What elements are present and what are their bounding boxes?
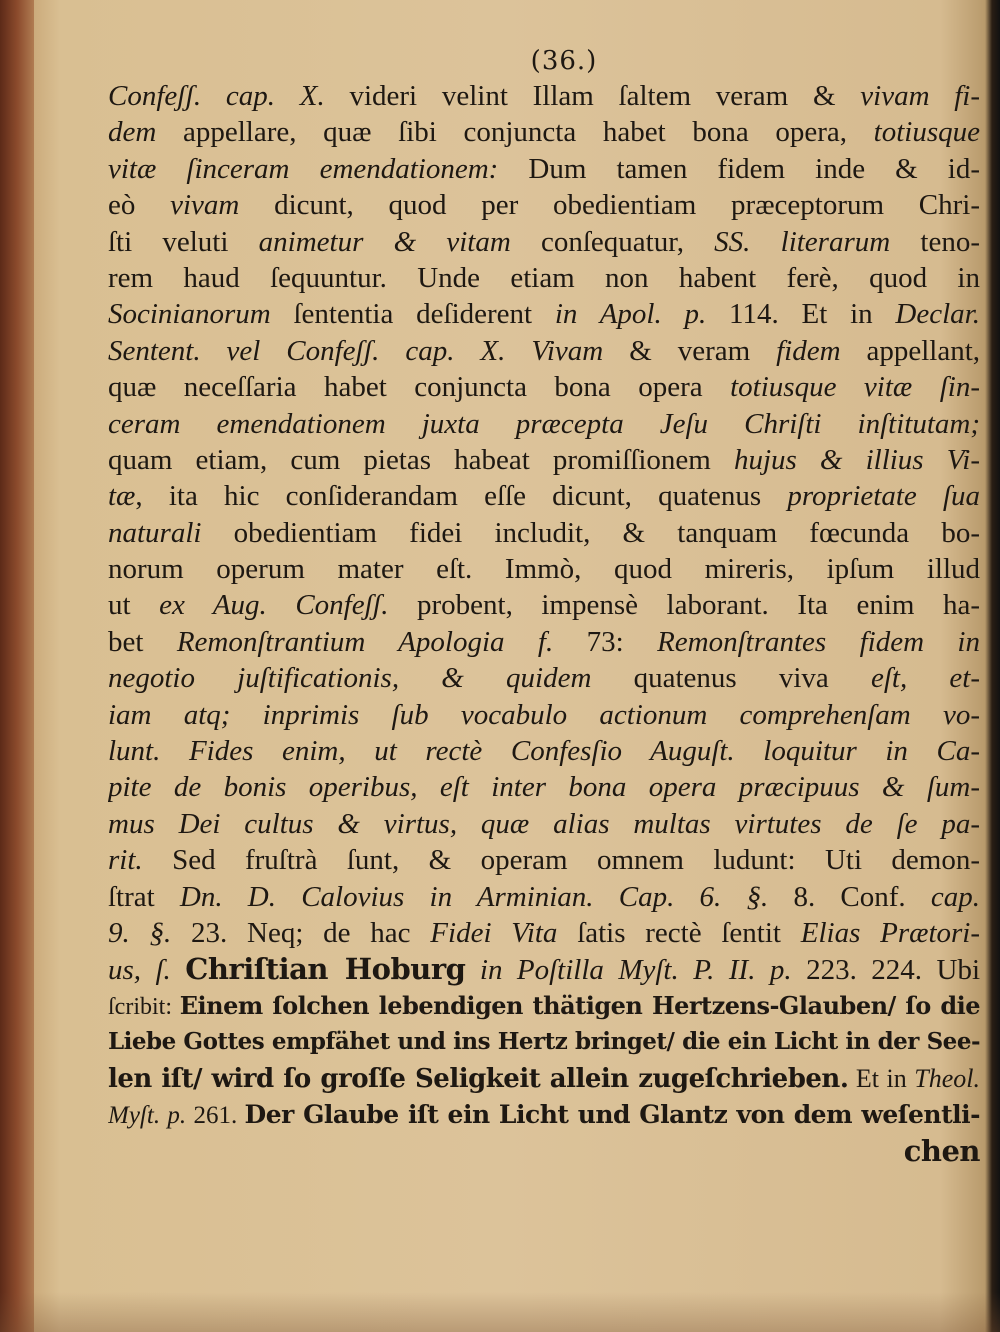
italic-text: totiusque (873, 116, 980, 149)
roman-text: dicunt, quod per obedientiam præceptorum Chri- (239, 189, 980, 222)
roman-text: quam etiam, cum pietas habeat promiſſionem (108, 443, 734, 476)
roman-text: appellant, (840, 334, 980, 367)
text-line (108, 769, 980, 805)
italic-text: Declar. (895, 298, 980, 331)
roman-text: ſatis rectè ſentit (557, 916, 801, 949)
fraktur-text: len iſt/ wird ſo groſſe Seligkeit allein zugeſchrieben. (108, 1063, 849, 1094)
text-line (108, 733, 980, 769)
text-line (108, 515, 980, 551)
text-line (108, 587, 980, 623)
roman-text: videri velint Illam ſaltem veram & (324, 80, 861, 112)
roman-text: ſententia deſiderent (270, 298, 555, 331)
roman-text: 23. Neq; de hac (171, 916, 431, 949)
roman-text (465, 954, 479, 986)
roman-text: 73: (553, 625, 658, 658)
roman-text: 223. 224. Ubi (791, 954, 980, 987)
text-line (108, 879, 980, 915)
book-gutter (0, 0, 34, 1332)
italic-text: fidem (776, 334, 841, 367)
roman-text: eò (108, 189, 171, 222)
roman-text: & veram (603, 334, 777, 367)
italic-text: in Poſtilla Myſt. P. II. p. (479, 954, 792, 987)
italic-text: pite de bonis operibus, eſt inter bona opera præcipuus & ſum- (108, 771, 980, 804)
italic-text: mus Dei cultus & virtus, quæ alias multas virtutes de ſe pa- (108, 807, 980, 840)
text-line (108, 260, 980, 296)
text-line (108, 224, 980, 260)
roman-text: 261. (186, 1101, 245, 1129)
italic-text: lunt. Fides enim, ut rectè Confesſio Auguſt. loquitur in Ca- (108, 735, 980, 768)
text-line (108, 151, 980, 187)
italic-text: totiusque vitæ ſin- (730, 371, 980, 404)
italic-text: Fidei Vita (430, 916, 558, 949)
roman-text: ſtrat (108, 880, 180, 913)
text-line (108, 478, 980, 514)
roman-text: ut (108, 589, 160, 622)
roman-text: obedientiam fidei includit, & tanquam fœcunda bo- (201, 516, 980, 549)
italic-text: Myſt. p. (108, 1101, 187, 1129)
italic-text: Dn. D. Calovius in Arminian. Cap. 6. §. (179, 880, 769, 913)
text-line (108, 333, 980, 369)
text-line (108, 988, 980, 1024)
text-line (108, 296, 980, 332)
text-line (108, 78, 980, 114)
italic-text: eſt, et- (870, 662, 980, 695)
page-bottom-shade (0, 1292, 1000, 1332)
italic-text: proprietate ſua (787, 480, 980, 513)
roman-text: 114. Et in (706, 298, 896, 331)
roman-text: Sed fruſtrà ſunt, & operam omnem ludunt: Uti demon- (142, 844, 980, 877)
roman-text: bet (108, 625, 177, 658)
roman-text: rem haud ſequuntur. Unde etiam non habent ferè, quod in (108, 261, 980, 294)
text-line (108, 114, 980, 150)
page-number: (36.) (530, 46, 598, 76)
italic-text: SS. literarum (714, 225, 891, 258)
text-line (108, 660, 980, 696)
roman-text: ſti veluti (108, 225, 259, 258)
italic-text: Theol. (914, 1063, 980, 1093)
fraktur-text: Einem ſolchen lebendigen thätigen Hertzens-Glauben/ ſo die (179, 990, 980, 1020)
roman-text: 8. Conf. (768, 880, 931, 913)
italic-text: dem (108, 116, 157, 149)
italic-text: negotio juſtificationis, & quidem (108, 662, 592, 695)
roman-text: appellare, quæ ſibi conjuncta habet bona opera, (156, 116, 874, 149)
body-text (108, 78, 980, 1170)
roman-text: Et in (848, 1063, 915, 1093)
fraktur-text: Chriſtian Hoburg (185, 952, 466, 987)
text-line (108, 187, 980, 223)
italic-text: 9. §. (108, 916, 172, 949)
italic-text: Confeʃʃ. cap. X. (108, 80, 325, 112)
text-line (108, 551, 980, 587)
text-line (108, 369, 980, 405)
italic-text: ceram emendationem juxta præcepta Jeſu Chriſti inſtitutam; (108, 407, 980, 440)
italic-text: in Apol. p. (554, 298, 707, 331)
italic-text: animetur & vitam (258, 225, 511, 258)
text-line (108, 1061, 980, 1097)
text-line (108, 697, 980, 733)
roman-text: quæ neceſſaria habet conjuncta bona opera (108, 371, 731, 404)
roman-text: probent, impensè laborant. Ita enim ha- (388, 589, 980, 622)
roman-text: norum operum mater eſt. Immò, quod mireris, ipſum illud (108, 553, 980, 586)
italic-text: Socinianorum (108, 298, 271, 331)
text-line (108, 1097, 980, 1133)
text-line (108, 1133, 980, 1169)
italic-text: rit. (108, 844, 143, 877)
fraktur-text: chen (903, 1134, 980, 1169)
italic-text: cap. (930, 880, 980, 913)
text-line (108, 624, 980, 660)
roman-text: conſequatur, (510, 225, 715, 258)
fraktur-text: Der Glaube iſt ein Licht und Glantz von dem weſentli- (244, 1099, 980, 1129)
italic-text: vivam fi- (860, 80, 980, 112)
roman-text: quatenus viva (591, 662, 871, 695)
italic-text: ex Aug. Confeʃʃ. (159, 589, 389, 622)
italic-text: Sentent. vel Confeʃʃ. cap. X. Vivam (108, 334, 604, 367)
text-line (108, 442, 980, 478)
roman-text: , ita hic conſiderandam eſſe dicunt, quatenus (135, 480, 788, 513)
text-block (108, 44, 980, 1170)
italic-text: vivam (170, 189, 240, 222)
roman-text: ſcribit: (108, 993, 180, 1020)
italic-text: vitæ ſinceram emendationem: (108, 152, 499, 185)
italic-text: naturali (108, 516, 202, 549)
text-line (108, 406, 980, 442)
roman-text: teno- (890, 225, 980, 258)
text-line (108, 1024, 980, 1060)
italic-text: Remonſtrantes fidem in (657, 625, 980, 658)
text-line (108, 951, 980, 987)
italic-text: tæ (108, 480, 136, 513)
text-line (108, 915, 980, 951)
roman-text: Dum tamen fidem inde & id- (498, 152, 980, 185)
italic-text: us, ſ. (108, 954, 171, 987)
italic-text: Remonſtrantium Apologia f. (176, 625, 554, 658)
italic-text: hujus & illius Vi- (733, 443, 980, 476)
text-line (108, 842, 980, 878)
italic-text: iam atq; inprimis ſub vocabulo actionum comprehenſam vo- (108, 698, 980, 731)
text-line (108, 806, 980, 842)
italic-text: Elias Prætori- (800, 916, 980, 949)
roman-text (171, 954, 185, 986)
fraktur-text: Liebe Gottes empfähet und ins Hertz bringet/ die ein Licht in der See- (108, 1028, 980, 1056)
